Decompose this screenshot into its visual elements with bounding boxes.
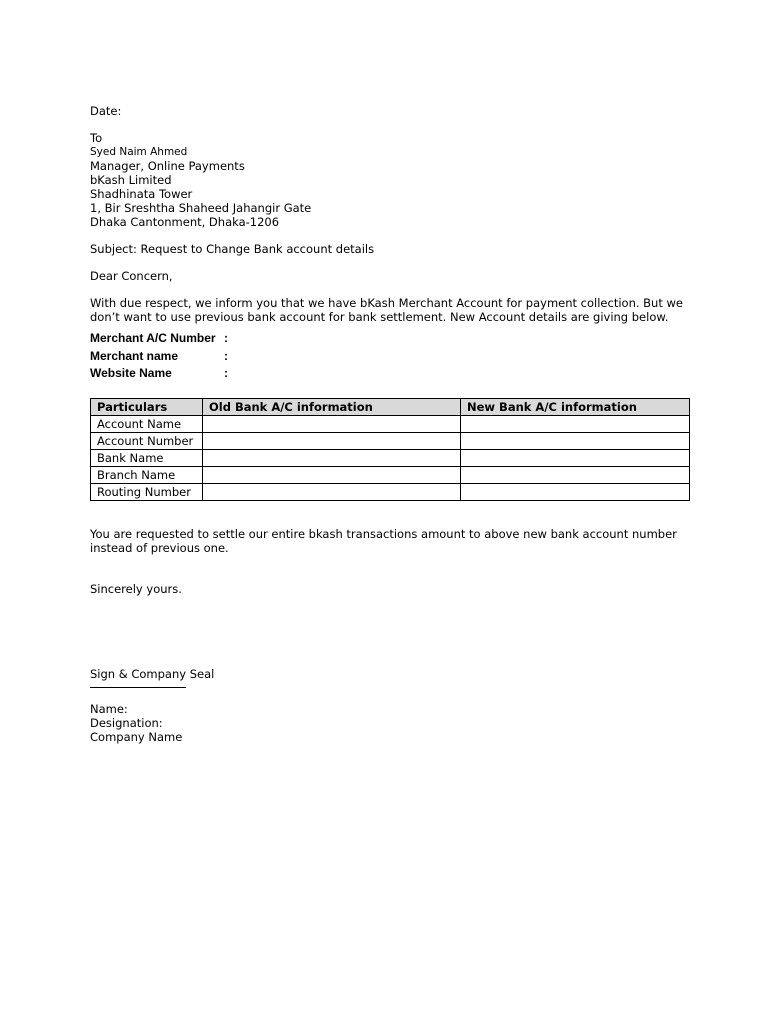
row-label: Bank Name xyxy=(91,449,203,466)
bank-info-table xyxy=(90,398,690,501)
field-merchant-ac-number xyxy=(90,330,690,348)
old-value-cell xyxy=(203,483,461,500)
row-label: Account Name xyxy=(91,415,203,432)
letter xyxy=(90,104,690,744)
field-label: Merchant name xyxy=(90,348,179,363)
closing-paragraph: You are requested to settle our entire bkash transactions amount to above new bank account number instead of previous one. xyxy=(90,526,677,555)
subject-line: Subject: Request to Change Bank account details xyxy=(90,242,375,256)
sign-label: Sign & Company Seal xyxy=(90,666,215,681)
signer-name: Name: xyxy=(90,701,128,716)
field-colon: : xyxy=(224,331,228,345)
row-label: Routing Number xyxy=(91,483,203,500)
signoff: Sincerely yours. xyxy=(90,581,182,596)
recipient-title: Manager, Online Payments xyxy=(90,159,245,173)
field-colon: : xyxy=(224,348,228,363)
signer-designation: Designation: xyxy=(90,715,163,730)
recipient-name: Syed Naim Ahmed xyxy=(90,146,188,158)
field-colon: : xyxy=(224,366,228,380)
new-value-cell xyxy=(461,466,690,483)
recipient-to: To xyxy=(90,131,103,145)
header-new-bank: New Bank A/C information xyxy=(461,398,690,415)
old-value-cell xyxy=(203,466,461,483)
header-old-bank: Old Bank A/C information xyxy=(203,398,461,415)
table-row xyxy=(91,432,690,449)
recipient-street: 1, Bir Sreshtha Shaheed Jahangir Gate xyxy=(90,201,312,215)
header-particulars: Particulars xyxy=(91,398,203,415)
table-row xyxy=(91,483,690,500)
field-website-name xyxy=(90,365,690,383)
salutation: Dear Concern, xyxy=(90,269,173,283)
field-merchant-name xyxy=(90,348,690,366)
merchant-fields xyxy=(90,330,690,383)
recipient-building: Shadhinata Tower xyxy=(90,187,193,201)
table-row xyxy=(91,449,690,466)
new-value-cell xyxy=(461,483,690,500)
signature-line xyxy=(90,681,186,688)
old-value-cell xyxy=(203,449,461,466)
field-label: Website Name xyxy=(90,366,172,380)
row-label: Branch Name xyxy=(91,466,203,483)
new-value-cell xyxy=(461,415,690,432)
signer-company: Company Name xyxy=(90,729,183,744)
row-label: Account Number xyxy=(91,432,203,449)
recipient-block xyxy=(90,131,690,229)
recipient-city: Dhaka Cantonment, Dhaka-1206 xyxy=(90,215,280,229)
new-value-cell xyxy=(461,449,690,466)
table-header-row xyxy=(91,398,690,415)
recipient-company: bKash Limited xyxy=(90,173,172,187)
table-row xyxy=(91,415,690,432)
old-value-cell xyxy=(203,432,461,449)
field-label: Merchant A/C Number xyxy=(90,331,216,345)
old-value-cell xyxy=(203,415,461,432)
intro-paragraph: With due respect, we inform you that we have bKash Merchant Account for payment collection. But we don’t want to use previous bank account for bank settlement. New Account details are giving below. xyxy=(90,296,683,324)
new-value-cell xyxy=(461,432,690,449)
date-label: Date: xyxy=(90,104,122,118)
table-row xyxy=(91,466,690,483)
